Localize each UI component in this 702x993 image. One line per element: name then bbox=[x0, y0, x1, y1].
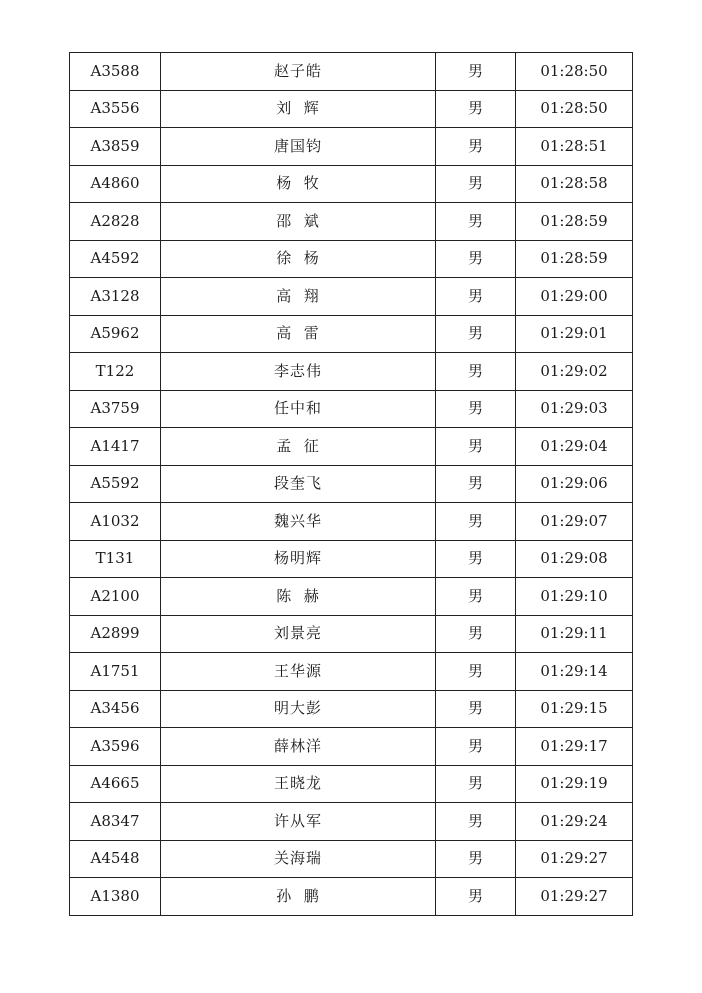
runner-name: 关海瑞 bbox=[161, 840, 436, 878]
finish-time: 01:29:01 bbox=[516, 315, 633, 353]
finish-time: 01:29:15 bbox=[516, 690, 633, 728]
bib-number: T131 bbox=[70, 540, 161, 578]
bib-number: A5592 bbox=[70, 465, 161, 503]
bib-number: A4592 bbox=[70, 240, 161, 278]
bib-number: A3596 bbox=[70, 728, 161, 766]
gender: 男 bbox=[436, 765, 516, 803]
gender: 男 bbox=[436, 203, 516, 241]
bib-number: A3759 bbox=[70, 390, 161, 428]
runner-name: 任中和 bbox=[161, 390, 436, 428]
gender: 男 bbox=[436, 90, 516, 128]
runner-name: 杨 牧 bbox=[161, 165, 436, 203]
runner-name: 王晓龙 bbox=[161, 765, 436, 803]
table-row bbox=[70, 465, 633, 503]
table-row bbox=[70, 278, 633, 316]
bib-number: A1032 bbox=[70, 503, 161, 541]
finish-time: 01:28:50 bbox=[516, 53, 633, 91]
finish-time: 01:29:02 bbox=[516, 353, 633, 391]
table-row bbox=[70, 165, 633, 203]
bib-number: A2828 bbox=[70, 203, 161, 241]
finish-time: 01:29:00 bbox=[516, 278, 633, 316]
finish-time: 01:29:08 bbox=[516, 540, 633, 578]
finish-time: 01:29:03 bbox=[516, 390, 633, 428]
finish-time: 01:29:06 bbox=[516, 465, 633, 503]
gender: 男 bbox=[436, 690, 516, 728]
table-row bbox=[70, 203, 633, 241]
table-row bbox=[70, 803, 633, 841]
bib-number: A3456 bbox=[70, 690, 161, 728]
bib-number: A3588 bbox=[70, 53, 161, 91]
bib-number: A3859 bbox=[70, 128, 161, 166]
gender: 男 bbox=[436, 615, 516, 653]
table-row bbox=[70, 540, 633, 578]
table-row bbox=[70, 53, 633, 91]
gender: 男 bbox=[436, 53, 516, 91]
gender: 男 bbox=[436, 278, 516, 316]
table-row bbox=[70, 615, 633, 653]
runner-name: 刘 辉 bbox=[161, 90, 436, 128]
table-row bbox=[70, 90, 633, 128]
runner-name: 孟 征 bbox=[161, 428, 436, 466]
runner-name: 薛林洋 bbox=[161, 728, 436, 766]
runner-name: 邵 斌 bbox=[161, 203, 436, 241]
bib-number: A5962 bbox=[70, 315, 161, 353]
table-row bbox=[70, 765, 633, 803]
bib-number: A2899 bbox=[70, 615, 161, 653]
bib-number: A1380 bbox=[70, 878, 161, 916]
bib-number: A3556 bbox=[70, 90, 161, 128]
gender: 男 bbox=[436, 540, 516, 578]
finish-time: 01:29:07 bbox=[516, 503, 633, 541]
gender: 男 bbox=[436, 728, 516, 766]
bib-number: A2100 bbox=[70, 578, 161, 616]
finish-time: 01:29:27 bbox=[516, 840, 633, 878]
results-table-body bbox=[70, 53, 633, 916]
finish-time: 01:29:24 bbox=[516, 803, 633, 841]
bib-number: A3128 bbox=[70, 278, 161, 316]
finish-time: 01:28:59 bbox=[516, 203, 633, 241]
finish-time: 01:29:10 bbox=[516, 578, 633, 616]
runner-name: 唐国钧 bbox=[161, 128, 436, 166]
runner-name: 高 翔 bbox=[161, 278, 436, 316]
gender: 男 bbox=[436, 465, 516, 503]
bib-number: T122 bbox=[70, 353, 161, 391]
gender: 男 bbox=[436, 803, 516, 841]
table-row bbox=[70, 428, 633, 466]
table-row bbox=[70, 690, 633, 728]
runner-name: 魏兴华 bbox=[161, 503, 436, 541]
gender: 男 bbox=[436, 653, 516, 691]
bib-number: A4860 bbox=[70, 165, 161, 203]
table-row bbox=[70, 240, 633, 278]
table-row bbox=[70, 653, 633, 691]
gender: 男 bbox=[436, 240, 516, 278]
gender: 男 bbox=[436, 428, 516, 466]
table-row bbox=[70, 128, 633, 166]
table-row bbox=[70, 503, 633, 541]
runner-name: 许从军 bbox=[161, 803, 436, 841]
table-row bbox=[70, 578, 633, 616]
runner-name: 李志伟 bbox=[161, 353, 436, 391]
finish-time: 01:29:17 bbox=[516, 728, 633, 766]
results-table bbox=[69, 52, 633, 916]
finish-time: 01:29:04 bbox=[516, 428, 633, 466]
runner-name: 陈 赫 bbox=[161, 578, 436, 616]
bib-number: A4548 bbox=[70, 840, 161, 878]
table-row bbox=[70, 878, 633, 916]
table-row bbox=[70, 315, 633, 353]
table-row bbox=[70, 353, 633, 391]
gender: 男 bbox=[436, 353, 516, 391]
runner-name: 高 雷 bbox=[161, 315, 436, 353]
bib-number: A4665 bbox=[70, 765, 161, 803]
runner-name: 杨明辉 bbox=[161, 540, 436, 578]
gender: 男 bbox=[436, 503, 516, 541]
finish-time: 01:29:27 bbox=[516, 878, 633, 916]
table-row bbox=[70, 840, 633, 878]
table-row bbox=[70, 390, 633, 428]
bib-number: A8347 bbox=[70, 803, 161, 841]
runner-name: 孙 鹏 bbox=[161, 878, 436, 916]
runner-name: 徐 杨 bbox=[161, 240, 436, 278]
gender: 男 bbox=[436, 840, 516, 878]
table-row bbox=[70, 728, 633, 766]
finish-time: 01:29:11 bbox=[516, 615, 633, 653]
gender: 男 bbox=[436, 578, 516, 616]
gender: 男 bbox=[436, 878, 516, 916]
runner-name: 明大彭 bbox=[161, 690, 436, 728]
finish-time: 01:29:19 bbox=[516, 765, 633, 803]
finish-time: 01:28:51 bbox=[516, 128, 633, 166]
gender: 男 bbox=[436, 165, 516, 203]
bib-number: A1751 bbox=[70, 653, 161, 691]
finish-time: 01:28:59 bbox=[516, 240, 633, 278]
gender: 男 bbox=[436, 315, 516, 353]
finish-time: 01:28:58 bbox=[516, 165, 633, 203]
finish-time: 01:29:14 bbox=[516, 653, 633, 691]
gender: 男 bbox=[436, 128, 516, 166]
runner-name: 王华源 bbox=[161, 653, 436, 691]
runner-name: 段奎飞 bbox=[161, 465, 436, 503]
finish-time: 01:28:50 bbox=[516, 90, 633, 128]
runner-name: 刘景亮 bbox=[161, 615, 436, 653]
runner-name: 赵子皓 bbox=[161, 53, 436, 91]
gender: 男 bbox=[436, 390, 516, 428]
bib-number: A1417 bbox=[70, 428, 161, 466]
